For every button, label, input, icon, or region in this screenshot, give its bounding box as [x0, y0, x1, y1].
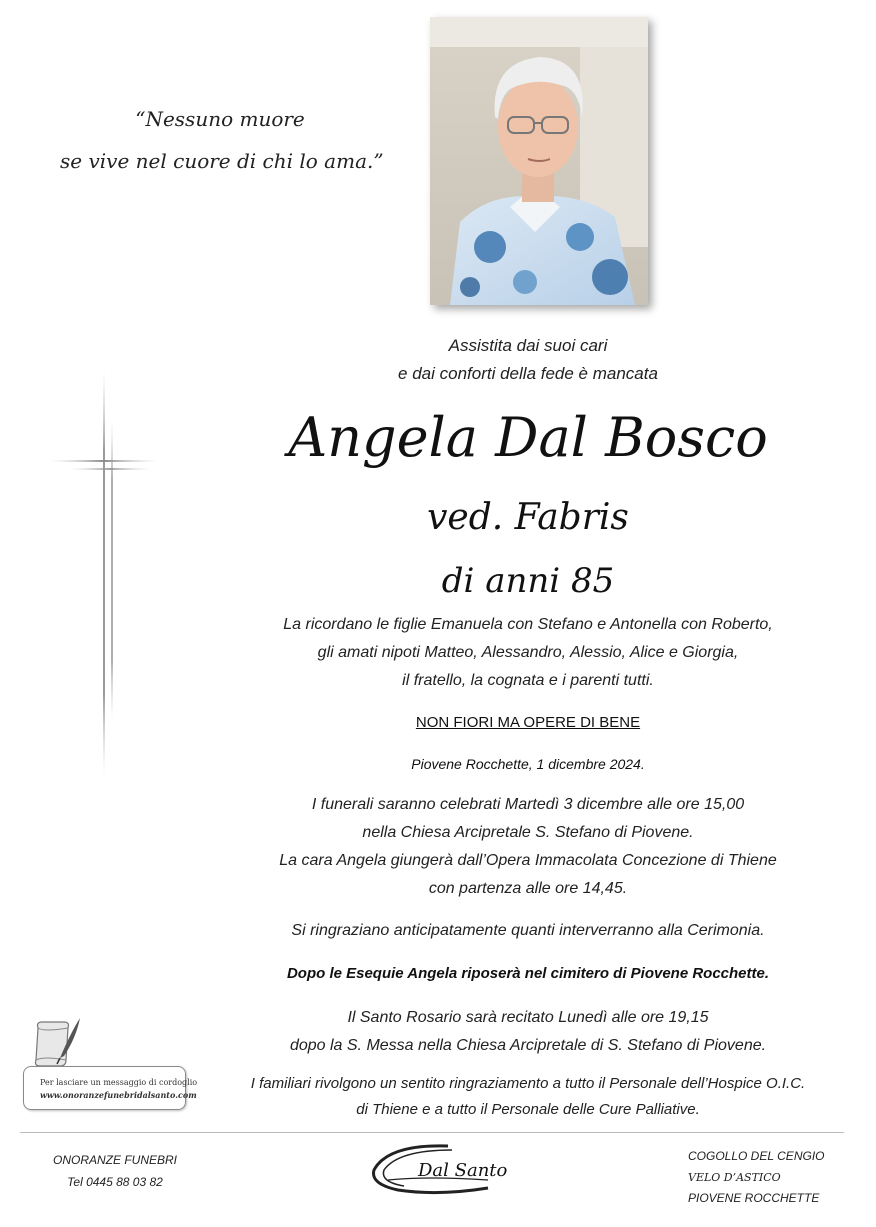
portrait-photo [430, 17, 648, 305]
thanks-ceremony: Si ringraziano anticipatamente quanti interverranno alla Cerimonia. [291, 922, 765, 939]
quote-line-2: se vive nel cuore di chi lo ama.” [60, 149, 384, 173]
condolence-box[interactable] [23, 1066, 198, 1110]
age: di anni 85 [441, 561, 615, 601]
thanks-staff [200, 1071, 856, 1123]
place-date: Piovene Rocchette, 1 dicembre 2024. [411, 756, 645, 772]
footer-divider [20, 1132, 844, 1133]
location-3: PIOVENE ROCCHETTE [688, 1191, 820, 1205]
family-list [200, 611, 856, 695]
quote [60, 98, 384, 182]
funeral-info [200, 791, 856, 903]
quote-line-1: “Nessuno muore [135, 107, 305, 131]
funeral-line: con partenza alle ore 14,45. [428, 880, 628, 897]
thanks-staff-line: I familiari rivolgono un sentito ringraziamento a tutto il Personale dell’Hospice O.I.C. [250, 1075, 806, 1092]
logo-text: Dal Santo [418, 1160, 508, 1181]
dal-santo-logo [368, 1140, 513, 1198]
burial-info: Dopo le Esequie Angela riposerà nel cimitero di Piovene Rocchette. [286, 965, 770, 982]
intro-text [200, 332, 856, 388]
condolence-url[interactable]: www.onoranzefunebridalsanto.com [40, 1090, 197, 1100]
family-line: La ricordano le figlie Emanuela con Stefano e Antonella con Roberto, [283, 616, 773, 633]
funeral-home-phone: Tel 0445 88 03 82 [67, 1175, 163, 1189]
intro-line-2: e dai conforti della fede è mancata [398, 364, 658, 383]
flowers-notice: NON FIORI MA OPERE DI BENE [415, 714, 641, 731]
scroll-quill-icon [30, 1014, 86, 1070]
funeral-home-label: ONORANZE FUNEBRI [52, 1153, 177, 1167]
funeral-line: nella Chiesa Arcipretale S. Stefano di Piovene. [362, 824, 694, 841]
footer-left [30, 1149, 200, 1193]
family-line: il fratello, la cognata e i parenti tutti. [402, 672, 654, 689]
rosary-info [200, 1004, 856, 1060]
portrait-photo-icon [430, 17, 648, 305]
footer-right [688, 1146, 838, 1209]
condolence-text: Per lasciare un messaggio di cordoglio [40, 1078, 198, 1087]
widow-of: ved. Fabris [427, 497, 629, 538]
deceased-name: Angela Dal Bosco [288, 406, 768, 469]
location-2: VELO D’ASTICO [688, 1171, 781, 1184]
rosary-line: dopo la S. Messa nella Chiesa Arcipretale di S. Stefano di Piovene. [289, 1037, 767, 1054]
funeral-line: I funerali saranno celebrati Martedì 3 dicembre alle ore 15,00 [311, 796, 745, 813]
intro-line-1: Assistita dai suoi cari [448, 336, 608, 355]
rosary-line: Il Santo Rosario sarà recitato Lunedì alle ore 19,15 [347, 1009, 709, 1026]
family-line: gli amati nipoti Matteo, Alessandro, Alessio, Alice e Giorgia, [317, 644, 739, 661]
location-1: COGOLLO DEL CENGIO [688, 1149, 825, 1163]
cross-icon [50, 370, 160, 780]
thanks-staff-line: di Thiene e a tutto il Personale delle Cure Palliative. [356, 1101, 700, 1118]
funeral-line: La cara Angela giungerà dall’Opera Immacolata Concezione di Thiene [279, 852, 777, 869]
